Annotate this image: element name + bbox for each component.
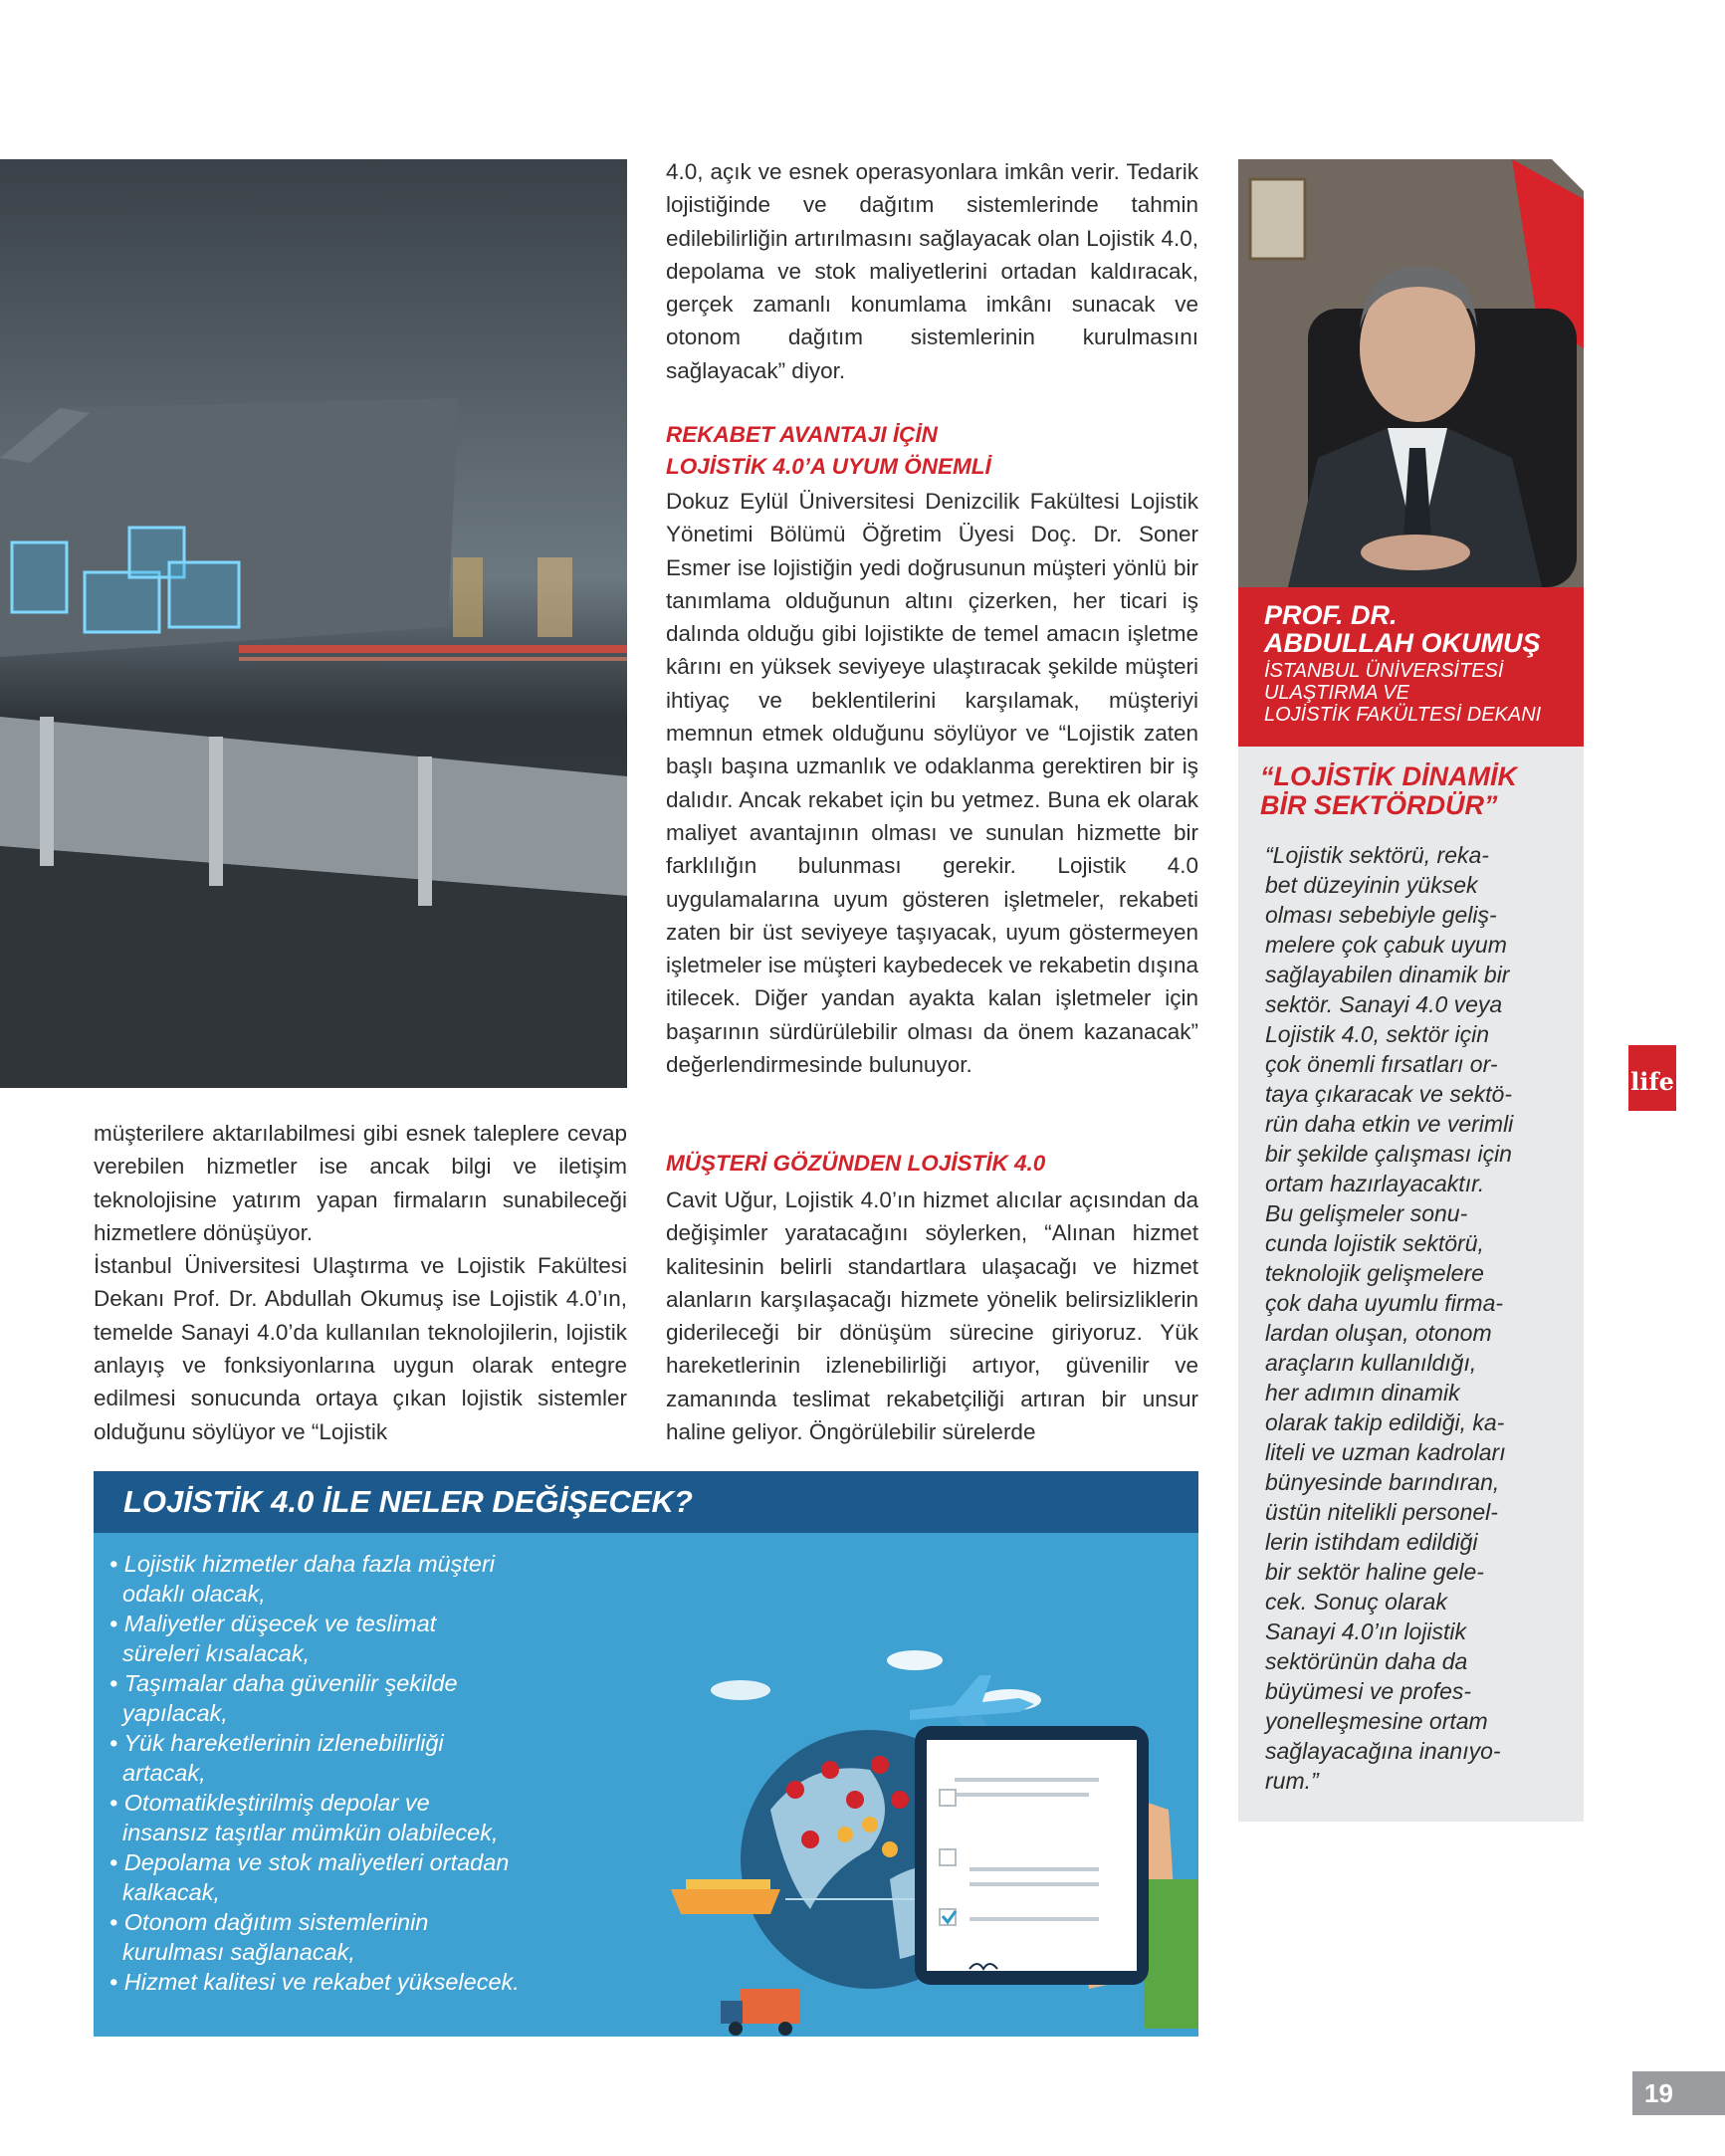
bullet-line: • Taşımalar daha güvenilir şekilde [109, 1670, 458, 1696]
page-number: 19 [1632, 2071, 1725, 2115]
quote-line: rum.” [1265, 1768, 1319, 1794]
quote-line: her adımın dinamik [1265, 1380, 1460, 1405]
bullet-line: • Lojistik hizmetler daha fazla müşteri [109, 1551, 495, 1577]
quote-line: üstün nitelikli personel- [1265, 1499, 1498, 1525]
quote-line: lardan oluşan, otonom [1265, 1320, 1492, 1346]
person-name: ABDULLAH OKUMUŞ [1264, 628, 1541, 658]
quote-line: araçların kullanıldığı, [1265, 1350, 1477, 1376]
article-section-competition [666, 485, 1198, 1081]
person-title: ULAŞTIRMA VE [1264, 682, 1409, 704]
quote-line: cek. Sonuç olarak [1265, 1589, 1447, 1615]
logistics-highway-illustration [0, 159, 627, 1088]
quote-line: sağlayacağına inanıyo- [1265, 1738, 1501, 1764]
quote-line: olarak takip edildiği, ka- [1265, 1409, 1505, 1435]
paragraph: 4.0, açık ve esnek operasyonlara imkân verir. Tedarik lojistiğinde ve dağıtım sistemlerinde tahmin edilebilirliğin artırılmasını sağlayacak olan Lojistik 4.0, depolama ve stok maliyetlerini ortadan kaldıracak, gerçek zamanlı konumlama imkânı sunacak ve otonom dağıtım sistemlerinin kurulmasını sağlayacak” diyor. [666, 159, 1198, 383]
quote-line: taya çıkaracak ve sektö- [1265, 1081, 1512, 1107]
person-name: PROF. DR. [1264, 600, 1398, 630]
quote-line: liteli ve uzman kadroları [1265, 1439, 1506, 1465]
person-title: İSTANBUL ÜNİVERSİTESİ [1264, 660, 1504, 682]
name-block [1264, 601, 1583, 726]
pull-quote [1265, 840, 1579, 1796]
quote-line: sektörünün daha da [1265, 1648, 1468, 1674]
quote-line: Lojistik 4.0, sektör için [1265, 1021, 1489, 1047]
paragraph: Dokuz Eylül Üniversitesi Denizcilik Fakültesi Lojistik Yönetimi Bölümü Öğretim Üyesi Doç. Dr. Soner Esmer ise lojistiğin yedi doğrusunun müşteri yönlü bir tanımlama olduğunun altını çizerken, her ticari iş dalında olduğu gibi lojistikte de temel amacın işletme kârını en yüksek seviyeye ulaştıracak şekilde müşteri ihtiyaç ve beklentilerini karşılamak, müşteriyi memnun etmek olduğunu söylüyor ve “Lojistik zaten başlı başına uzmanlık ve odaklanma gerektiren bir iş dalıdır. Ancak rekabet için bu yetmez. Buna ek olarak maliyet avantajının olması ve sunulan hizmette bir farklılığın bulunması gerekir. Lojistik 4.0 uygulamalarına uyum gösteren işletmeler, rekabeti zaten bir üst seviyeye taşıyacak, uyum göstermeyen işletmeler ise müşteri kaybedecek ve rekabetin dışına itilecek. Diğer yandan ayakta kalan işletmeler için başarının sürdürülebilir olması da önem kazanacak” değerlendirmesinde bulunuyor. [666, 489, 1198, 1078]
quote-line: rün daha etkin ve verimli [1265, 1111, 1514, 1137]
ship-icon [671, 1879, 780, 1914]
bullet-line: • Yük hareketlerinin izlenebilirliği [109, 1730, 444, 1756]
info-box-title: LOJİSTİK 4.0 İLE NELER DEĞİŞECEK? [123, 1484, 693, 1519]
info-box-header [94, 1471, 1198, 1533]
paragraph: Cavit Uğur, Lojistik 4.0’ın hizmet alıcılar açısından da değişimler yaratacağını söylerken, “Alınan hizmet kalitesinin belirli standartlara ulaşacağı ve hizmet alanların karşılaşacağı hizmete yönelik belirsizliklerin giderileceği bir dönüşüm sürecine giriyoruz. Yük hareketlerinin izlenebilirliği artıyor, güvenilir ve zamanında teslimat rekabetçiliği artıran bir unsur haline geliyor. Öngörülebilir sürelerde [666, 1187, 1198, 1445]
bullet-line: odaklı olacak, [109, 1581, 266, 1607]
quote-heading-line: “LOJİSTİK DİNAMİK [1260, 761, 1518, 791]
quote-line: cunda lojistik sektörü, [1265, 1230, 1484, 1256]
quote-line: çok daha uyumlu firma- [1265, 1290, 1504, 1316]
quote-line: Sanayi 4.0’ın lojistik [1265, 1618, 1466, 1644]
truck-icon [721, 1989, 800, 2036]
quote-line: “Lojistik sektörü, reka- [1265, 842, 1489, 868]
quote-line: Bu gelişmeler sonu- [1265, 1200, 1468, 1226]
bullet-line: • Maliyetler düşecek ve teslimat [109, 1611, 437, 1636]
bullet-line: • Hizmet kalitesi ve rekabet yükselecek. [109, 1969, 520, 1995]
portrait-illustration [1238, 159, 1584, 587]
info-box [94, 1471, 1198, 2037]
bullet-line: • Otonom dağıtım sistemlerinin [109, 1909, 429, 1935]
person-title: LOJİSTİK FAKÜLTESİ DEKANI [1264, 704, 1542, 726]
article-column-middle-top [666, 155, 1198, 387]
portrait-photo [1238, 159, 1584, 587]
bullet-line: insansız taşıtlar mümkün olabilecek, [109, 1820, 499, 1845]
heading-line: LOJİSTİK 4.0’A UYUM ÖNEMLİ [666, 454, 991, 479]
paragraph: İstanbul Üniversitesi Ulaştırma ve Lojistik Fakültesi Dekanı Prof. Dr. Abdullah Okumuş ise Lojistik 4.0’ın, temelde Sanayi 4.0’da kullanılan teknolojilerin, lojistik anlayış ve fonksiyonlarına uygun olarak entegre edilmesi sonucunda ortaya çıkan lojistik sistemler olduğunu söylüyor ve “Lojistik [94, 1253, 627, 1444]
bullet-line: kurulması sağlanacak, [109, 1939, 355, 1965]
quote-heading-line: BİR SEKTÖRDÜR” [1260, 790, 1498, 820]
quote-line: ortam hazırlayacaktır. [1265, 1171, 1485, 1196]
bullet-list [109, 1549, 627, 1997]
bullet-line: yapılacak, [109, 1700, 228, 1726]
quote-line: melere çok çabuk uyum [1265, 932, 1507, 958]
quote-line: bir şekilde çalışması için [1265, 1141, 1512, 1167]
name-box [1238, 587, 1584, 747]
quote-line: bünyesinde barındıran, [1265, 1469, 1500, 1495]
brand-logo: life [1630, 1067, 1674, 1096]
logistics-infographic [571, 1551, 1198, 2037]
quote-line: çok önemli fırsatları or- [1265, 1051, 1498, 1077]
quote-line: sağlayabilen dinamik bir [1265, 962, 1510, 987]
quote-line: sektör. Sanayi 4.0 veya [1265, 991, 1503, 1017]
corner-notch [1552, 159, 1584, 191]
paragraph: müşterilere aktarılabilmesi gibi esnek taleplere cevap verebilen hizmetler ise ancak bilgi ve iletişim teknolojisine yatırım yapan firmaların sunabileceği hizmetlere dönüşüyor. [94, 1121, 627, 1245]
quote-heading [1260, 762, 1579, 820]
quote-line: yonelleşmesine ortam [1265, 1708, 1488, 1734]
section-heading-customer: MÜŞTERİ GÖZÜNDEN LOJİSTİK 4.0 [666, 1151, 1046, 1176]
heading-line: REKABET AVANTAJI İÇİN [666, 422, 938, 447]
bullet-line: • Otomatikleştirilmiş depolar ve [109, 1790, 430, 1816]
quote-line: bir sektör haline gele- [1265, 1559, 1484, 1585]
brand-tab [1628, 1045, 1676, 1111]
quote-line: teknolojik gelişmelere [1265, 1260, 1484, 1286]
quote-line: lerin istihdam edildiği [1265, 1529, 1478, 1555]
article-column-left [94, 1117, 627, 1448]
quote-line: olması sebebiyle geliş- [1265, 902, 1497, 928]
bullet-line: süreleri kısalacak, [109, 1640, 311, 1666]
section-heading-competition [666, 419, 1198, 483]
quote-line: büyümesi ve profes- [1265, 1678, 1472, 1704]
quote-line: bet düzeyinin yüksek [1265, 872, 1478, 898]
bullet-line: • Depolama ve stok maliyetleri ortadan [109, 1849, 510, 1875]
bullet-line: kalkacak, [109, 1879, 221, 1905]
hero-image [0, 159, 627, 1088]
bullet-line: artacak, [109, 1760, 206, 1786]
article-section-customer [666, 1184, 1198, 1448]
